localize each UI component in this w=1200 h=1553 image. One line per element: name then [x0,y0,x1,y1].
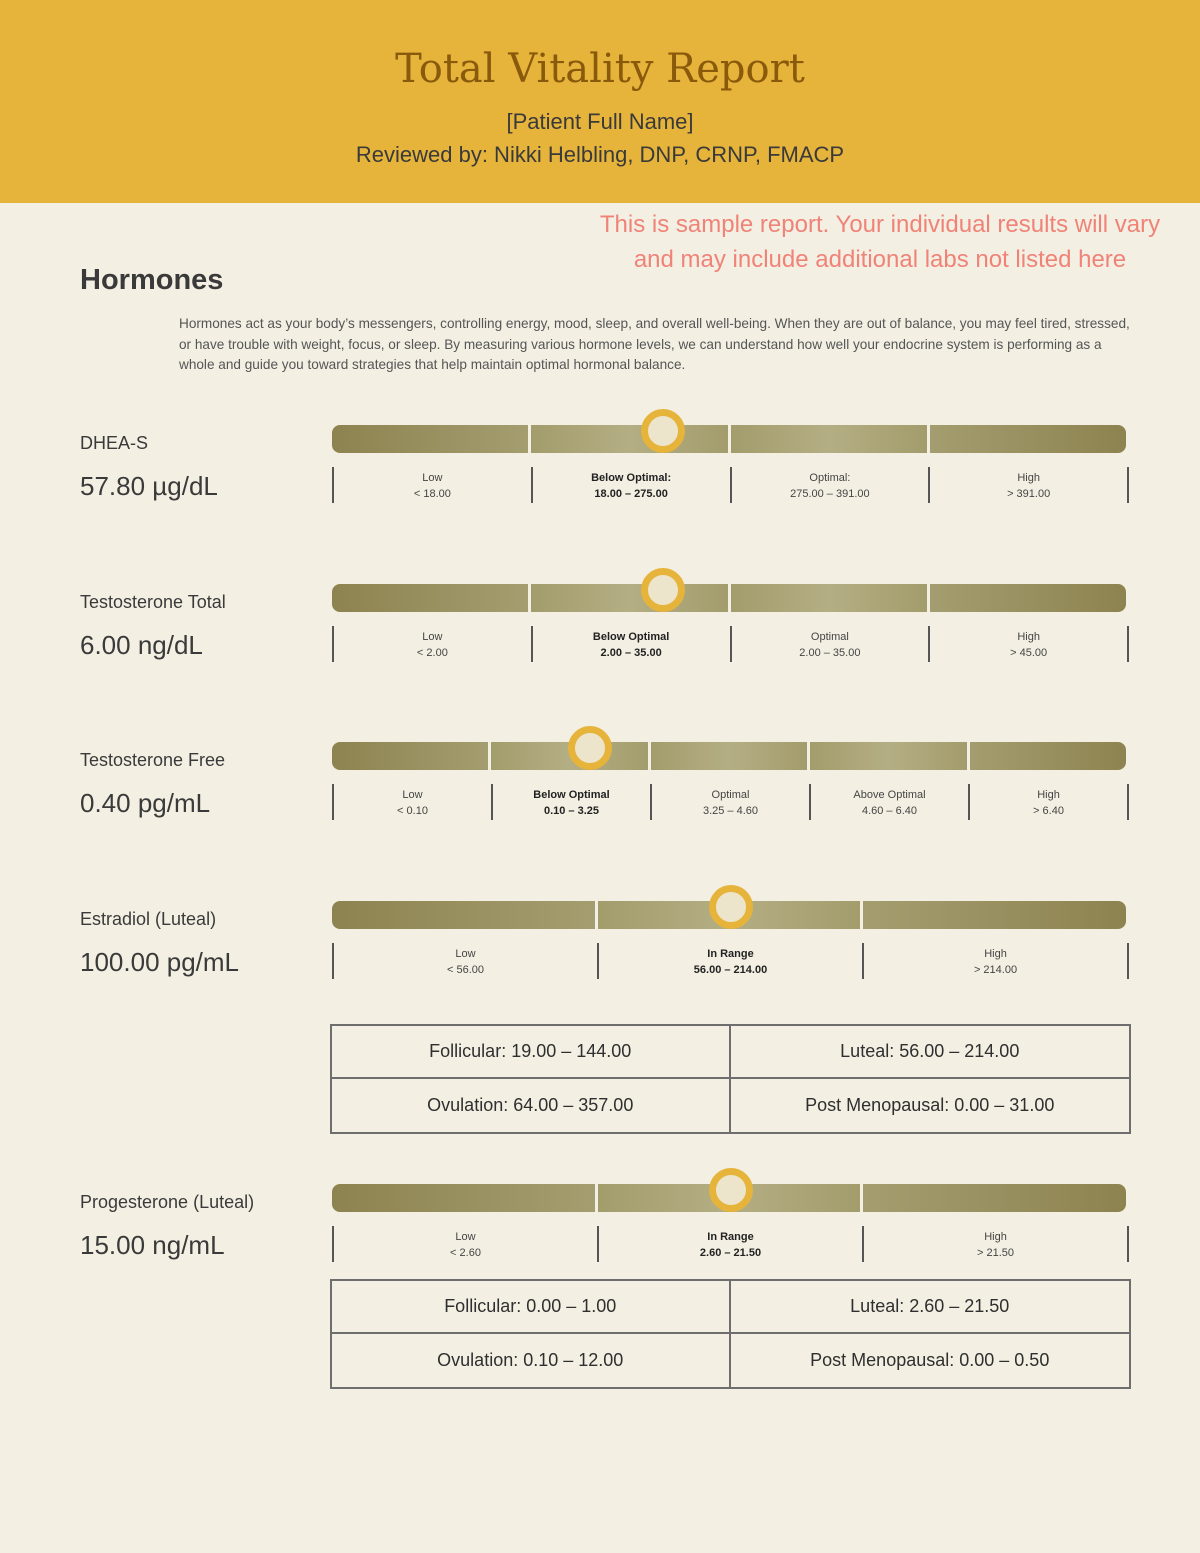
reference-range-cell: Ovulation: 64.00 – 357.00 [332,1079,731,1132]
range-segment [810,742,966,770]
result-marker [641,409,685,453]
patient-name: [Patient Full Name] [506,109,694,134]
range-label [930,467,1129,503]
range-label [652,784,811,820]
range-label-name: High [984,1231,1007,1243]
range-label [334,1226,599,1262]
range-label-values: 0.10 – 3.25 [543,804,600,817]
range-label-name: Optimal [810,631,849,643]
sample-disclaimer [560,207,1200,277]
range-segment [970,742,1126,770]
range-label-name: Low [422,472,443,484]
result-marker [568,726,612,770]
range-label-name: Low [402,789,423,801]
range-label-name: Below Optimal [592,631,670,643]
range-segment [863,901,1126,929]
range-segment [731,425,927,453]
range-label [334,467,533,503]
range-label-values: > 21.50 [976,1246,1014,1259]
range-segment [332,584,528,612]
range-bar [332,425,1129,453]
metric-value: 15.00 ng/mL [80,1230,225,1260]
reference-range-table [330,1279,1131,1389]
range-segment [930,425,1126,453]
range-segment [731,584,927,612]
range-labels [332,626,1129,662]
range-label-name: In Range [707,1231,754,1243]
reference-range-cell: Follicular: 19.00 – 144.00 [332,1026,731,1079]
section-title: Hormones [80,264,224,296]
range-label [533,626,732,662]
reference-range-cell: Luteal: 2.60 – 21.50 [731,1281,1130,1334]
range-segment [332,901,595,929]
range-label-values: 275.00 – 391.00 [790,487,870,500]
range-label-name: High [1037,789,1060,801]
range-label [334,784,493,820]
range-label-name: Low [455,948,476,960]
range-bar [332,901,1129,929]
range-labels [332,943,1129,979]
range-bar [332,1184,1129,1212]
range-label-values: 2.00 – 35.00 [600,646,662,659]
metric-name: DHEA-S [80,433,149,453]
range-label [811,784,970,820]
range-label-values: < 2.00 [416,646,448,659]
range-label [930,626,1129,662]
range-label-values: > 214.00 [973,963,1018,976]
range-label-name: Low [422,631,443,643]
range-label [599,943,864,979]
range-label-values: 2.00 – 35.00 [799,646,861,659]
result-marker [709,885,753,929]
range-label-values: 56.00 – 214.00 [693,963,768,976]
range-label [334,943,599,979]
report-header [0,0,1200,203]
range-label [732,626,931,662]
range-label-values: < 56.00 [446,963,484,976]
range-label-values: > 391.00 [1007,487,1051,500]
reviewer-line: Reviewed by: Nikki Helbling, DNP, CRNP, FMACP [355,142,845,167]
range-label-name: High [984,948,1007,960]
section-description: Hormones act as your body’s messengers, controlling energy, mood, sleep, and overall well-being. When they are out of balance, you may feel tired, stressed, or have trouble with weight, focus, or sleep. By measuring various hormone levels, we can understand how well your endocrine system is performing as a whole and guide you toward strategies that help maintain optimal hormonal balance. [179,316,1130,372]
range-label [732,467,931,503]
metric-value: 100.00 pg/mL [80,947,240,977]
range-label-values: 18.00 – 275.00 [594,487,668,500]
metric-name: Estradiol (Luteal) [80,909,217,929]
range-label-name: High [1017,472,1040,484]
range-label-name: In Range [707,948,754,960]
range-segment [930,584,1126,612]
metric-name: Testosterone Total [80,592,226,612]
range-label [493,784,652,820]
range-label-values: 3.25 – 4.60 [702,804,759,817]
range-label-name: High [1017,631,1040,643]
range-segment [332,742,488,770]
range-label [533,467,732,503]
range-segment [332,1184,595,1212]
range-labels [332,1226,1129,1262]
metric-value: 0.40 pg/mL [80,788,211,818]
range-label-values: 2.60 – 21.50 [699,1246,762,1259]
range-label-name: Optimal: [809,472,851,484]
reference-range-cell: Post Menopausal: 0.00 – 0.50 [810,1350,1050,1370]
range-segment [531,425,727,453]
reference-range-cell: Ovulation: 0.10 – 12.00 [332,1334,731,1387]
range-segment [531,584,727,612]
range-label [864,943,1129,979]
range-label-values: < 18.00 [413,487,451,500]
metric-name: Testosterone Free [80,750,226,770]
reference-range-table [330,1024,1131,1134]
reference-range-cell: Follicular: 0.00 – 1.00 [332,1281,731,1334]
disclaimer-line-2: and may include additional labs not listed here [633,246,1127,273]
result-marker [709,1168,753,1212]
range-segment [651,742,807,770]
range-segment [863,1184,1126,1212]
metric-name: Progesterone (Luteal) [80,1192,255,1212]
range-label-values: > 45.00 [1010,646,1048,659]
report-title: Total Vitality Report [395,46,805,92]
range-labels [332,784,1129,820]
range-label-name: Below Optimal [533,789,610,801]
range-label-name: Optimal [711,789,750,801]
reference-range-cell: Luteal: 56.00 – 214.00 [731,1026,1130,1079]
range-label [599,1226,864,1262]
range-label [970,784,1129,820]
range-label-values: > 6.40 [1033,804,1064,817]
result-marker [641,568,685,612]
range-bar [332,584,1129,612]
range-label-values: < 0.10 [397,804,428,817]
range-label [864,1226,1129,1262]
range-label-name: Below Optimal: [591,472,672,484]
range-label-name: Low [455,1231,476,1243]
range-label-name: Above Optimal [853,789,926,801]
range-label [334,626,533,662]
metric-value: 57.80 µg/dL [80,471,218,501]
range-bar [332,742,1129,770]
range-label-values: < 2.60 [450,1246,481,1259]
reference-range-cell: Post Menopausal: 0.00 – 31.00 [805,1095,1055,1115]
range-labels [332,467,1129,503]
range-segment [332,425,528,453]
range-label-values: 4.60 – 6.40 [861,804,918,817]
metric-value: 6.00 ng/dL [80,630,203,660]
disclaimer-line-1: This is sample report. Your individual results will vary [599,211,1161,238]
